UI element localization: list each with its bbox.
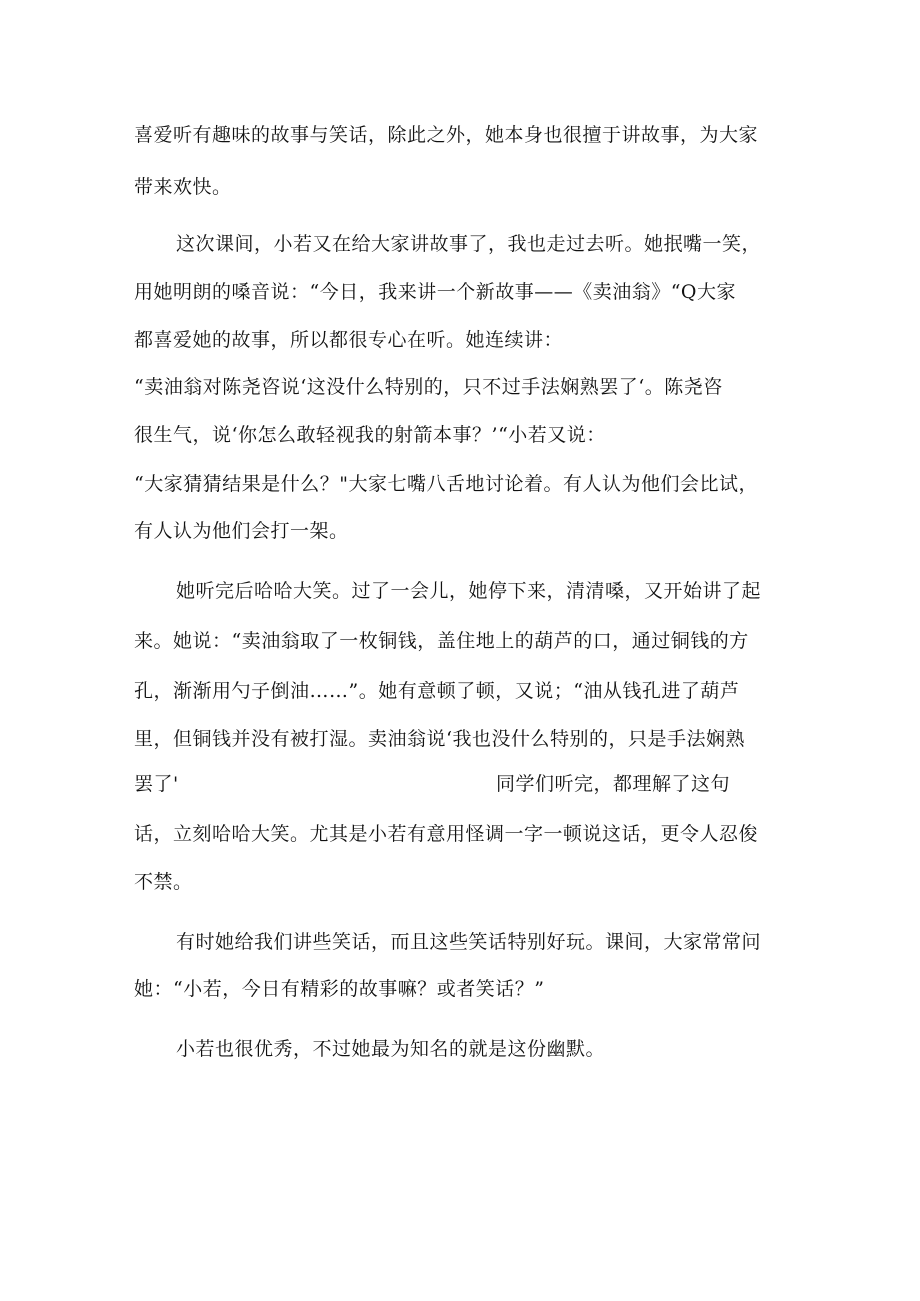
- paragraph-2-line-5: 很生气，说‘你怎么敢轻视我的射箭本事？’“小若又说：: [134, 424, 606, 446]
- paragraph-2-line-4: “卖油翁对陈尧咨说‘这没什么特别的，只不过手法娴熟罢了‘。陈尧咨: [134, 376, 723, 398]
- paragraph-3-line-7: 不禁。: [134, 871, 193, 893]
- paragraph-2-line-6: “大家猜猜结果是什么？"大家七嘴八舌地讨论着。有人认为他们会比试，: [134, 473, 758, 495]
- paragraph-2-line-1: 这次课间，小若又在给大家讲故事了，我也走过去听。她抿嘴一笑，: [176, 233, 762, 255]
- paragraph-2-line-7: 有人认为他们会打一架。: [134, 520, 349, 542]
- paragraph-3-line-2: 来。她说：“卖油翁取了一枚铜钱，盖住地上的葫芦的口，通过铜钱的方: [134, 630, 749, 652]
- paragraph-3-split-right: 同学们听完，都理解了这句: [496, 773, 731, 795]
- paragraph-1-line-1: 喜爱听有趣味的故事与笑话，除此之外，她本身也很擅于讲故事，为大家: [134, 124, 759, 146]
- paragraph-3-line-4: 里，但铜钱并没有被打湿。卖油翁说‘我也没什么特别的，只是手法娴熟: [134, 728, 746, 750]
- paragraph-3-line-3: 孔，渐渐用勺子倒油……”。她有意顿了顿，又说；“油从钱孔进了葫芦: [134, 680, 740, 702]
- paragraph-3-split-left: 罢了': [134, 773, 179, 795]
- paragraph-2-line-2: 用她明朗的嗓音说：“今日，我来讲一个新故事——《卖油翁》“Q大家: [134, 281, 737, 303]
- paragraph-3-line-1: 她听完后哈哈大笑。过了一会儿，她停下来，清清嗓，又开始讲了起: [176, 580, 762, 602]
- paragraph-4-line-2: 她：“小若，今日有精彩的故事嘛？或者笑话？”: [134, 978, 545, 1000]
- paragraph-2-line-3: 都喜爱她的故事，所以都很专心在听。她连续讲：: [134, 329, 564, 351]
- paragraph-4-line-1: 有时她给我们讲些笑话，而且这些笑话特别好玩。课间，大家常常问: [176, 931, 762, 953]
- paragraph-3-line-6: 话，立刻哈哈大笑。尤其是小若有意用怪调一字一顿说这话，更令人忍俊: [134, 823, 759, 845]
- paragraph-5-line-1: 小若也很优秀，不过她最为知名的就是这份幽默。: [176, 1038, 606, 1060]
- paragraph-1-line-2: 带来欢快。: [134, 176, 232, 198]
